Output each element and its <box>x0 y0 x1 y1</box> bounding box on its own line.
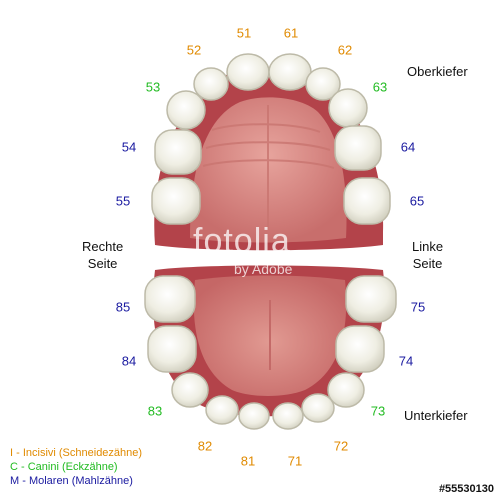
tooth-number-83: 83 <box>147 403 163 419</box>
legend-canines: C - Canini (Eckzähne) <box>10 461 118 473</box>
tooth-85 <box>145 276 195 322</box>
tooth-72 <box>302 394 334 422</box>
tooth-number-61: 61 <box>283 25 299 41</box>
tooth-number-72: 72 <box>333 438 349 454</box>
tooth-number-74: 74 <box>398 353 414 369</box>
tooth-55 <box>152 178 200 224</box>
tooth-number-85: 85 <box>115 299 131 315</box>
tooth-number-64: 64 <box>400 139 416 155</box>
tooth-number-73: 73 <box>370 403 386 419</box>
tooth-number-63: 63 <box>372 79 388 95</box>
watermark-brand: fotolia <box>193 222 291 260</box>
left-side-line-1: Linke <box>412 239 444 254</box>
tooth-83 <box>172 373 208 407</box>
right-side-line-2: Seite <box>87 256 118 271</box>
tooth-number-62: 62 <box>337 42 353 58</box>
tooth-54 <box>155 130 201 174</box>
right-side-line-1: Rechte <box>82 239 124 254</box>
tooth-51 <box>227 54 269 90</box>
tooth-number-53: 53 <box>145 79 161 95</box>
right-side-label <box>82 238 123 272</box>
tooth-61 <box>269 54 311 90</box>
tooth-64 <box>335 126 381 170</box>
tooth-number-51: 51 <box>236 25 252 41</box>
tooth-number-65: 65 <box>409 193 425 209</box>
tooth-63 <box>329 89 367 127</box>
tooth-number-55: 55 <box>115 193 131 209</box>
legend-incisors: I - Incisivi (Schneidezähne) <box>10 447 143 459</box>
tooth-84 <box>148 326 196 372</box>
lower-jaw-label: Unterkiefer <box>404 408 468 423</box>
tooth-65 <box>344 178 390 224</box>
tooth-53 <box>167 91 205 129</box>
left-side-line-2: Seite <box>412 256 443 271</box>
tooth-number-75: 75 <box>410 299 426 315</box>
stock-id: #55530130 <box>438 483 494 495</box>
tooth-75 <box>346 276 396 322</box>
legend-molars: M - Molaren (Mahlzähne) <box>10 475 133 487</box>
tooth-number-54: 54 <box>121 139 137 155</box>
tooth-number-81: 81 <box>240 453 256 469</box>
upper-jaw-label: Oberkiefer <box>407 64 468 79</box>
tooth-82 <box>206 396 238 424</box>
tooth-74 <box>336 326 384 372</box>
left-side-label <box>412 238 443 272</box>
tooth-number-82: 82 <box>197 438 213 454</box>
tooth-71 <box>273 403 303 429</box>
tooth-81 <box>239 403 269 429</box>
watermark-by: by Adobe <box>234 261 293 277</box>
tooth-number-52: 52 <box>186 42 202 58</box>
tooth-52 <box>194 68 228 100</box>
tooth-number-71: 71 <box>287 453 303 469</box>
tooth-73 <box>328 373 364 407</box>
tooth-number-84: 84 <box>121 353 137 369</box>
